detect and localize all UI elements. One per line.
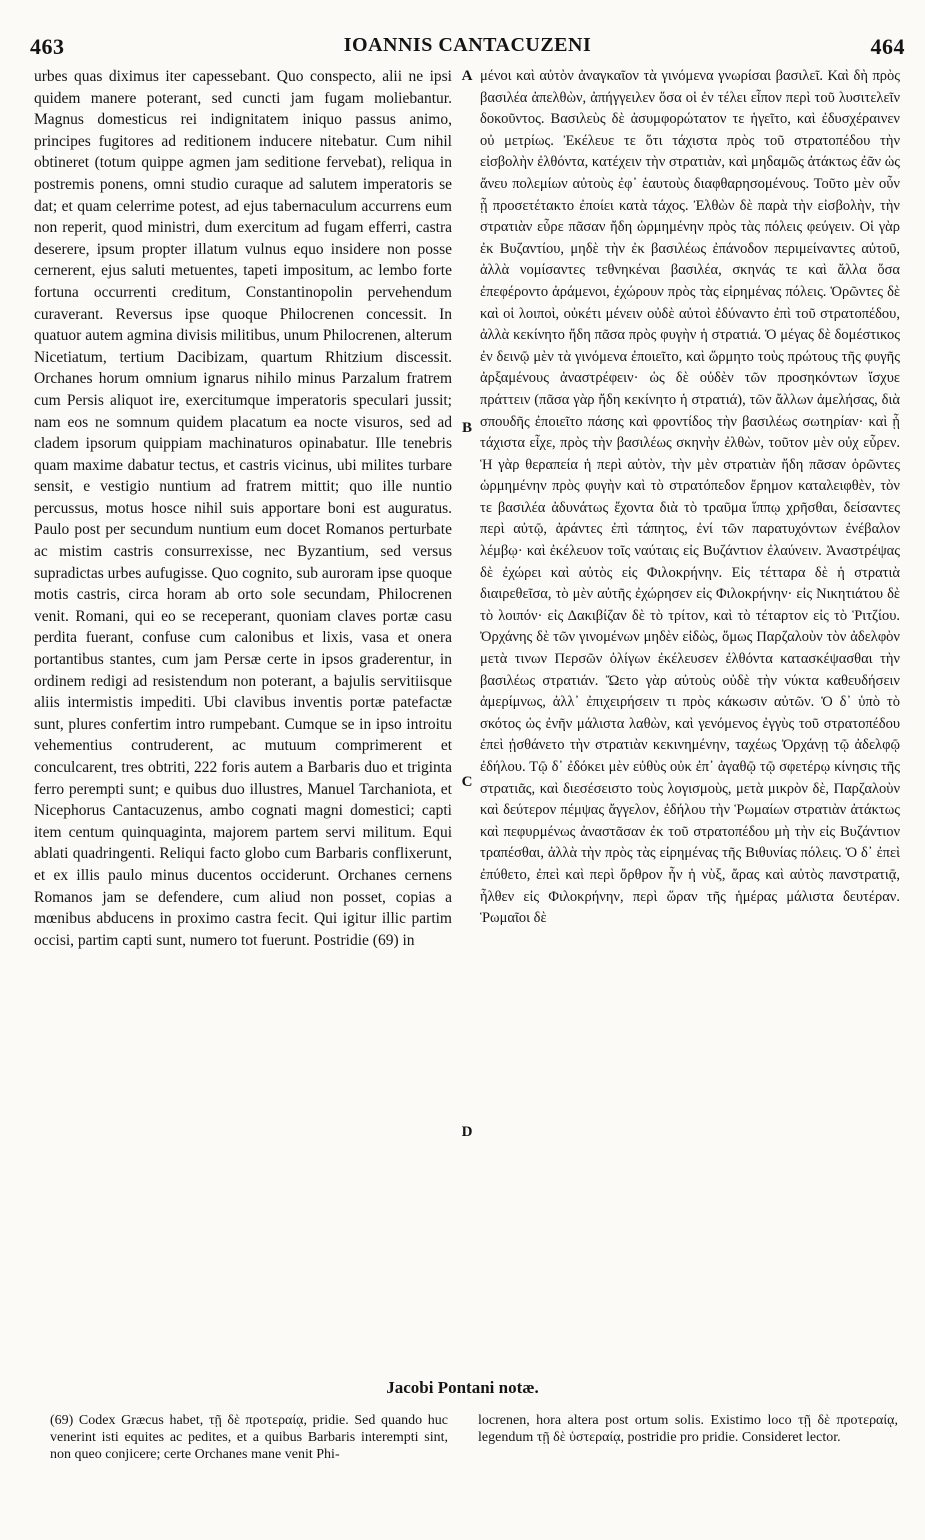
footnote-right: locrenen, hora altera post ortum solis. Existimo loco τῇ δὲ προτεραίᾳ, legendum τῇ δὲ ὑστεραίᾳ, postridie pro pridie. Consideret lector. [478, 1413, 898, 1446]
footnote-left: (69) Codex Græcus habet, τῇ δὲ προτεραίᾳ, pridie. Sed quando huc venerint isti equites ac pedites, et a quibus Barbaris interempti sint, non queo conjicere; certe Orchanes mane venit Phi- [50, 1413, 448, 1463]
running-head [30, 24, 905, 58]
greek-column: μένοι καὶ αὐτὸν ἀναγκαῖον τὰ γινόμενα γνωρίσαι βασιλεῖ. Καὶ δὴ πρὸς βασιλέα ἀπελθὼν, ἀπήγγειλεν ὅσα οἱ ἐν τέλει εἶπον περὶ τοῦ λυσιτελεῖν δοκοῦντος. Βασιλεὺς δὲ ἀσυμφορώτατον τε ἡγεῖτο, καὶ ἐδυσχέραινεν οὐ μετρίως. Ἐκέλευε τε ὅτι τάχιστα πρὸς τοῦ στρατοπέδου τὴν εἰσβολὴν ἐλθόντα, κατέχειν τὴν στρατιὰν, καὶ μηδαμῶς ἀτάκτως ἐᾶν ὡς ἄνευ πολεμίων αὐτοὺς ἐφ᾽ ἑαυτοὺς διαφθαρησομένους. Τοῦτο μὲν οὖν ᾗ προσετέτακτο ἐποίει κατὰ τάχος. Ἐλθὼν δὲ παρὰ τὴν εἰσβολὴν, τὴν στρατιὰν εὗρε πᾶσαν ἤδη ὡρμημένην πρὸς τὰς πόλεις φεύγειν. Οἱ γὰρ ἐκ Βυζαντίου, μηδὲ τὴν ἐκ βασιλέως ἐπάνοδον περιμείναντες αὐτοῦ, ἀλλὰ νομίσαντες τεθνηκέναι βασιλέα, σκηνάς τε καὶ ἄλλα ὅσα ἐπεφέροντο ἀράμενοι, ἐχώρουν πρὸς τὰς εἰρημένας πόλεις. Ὁρῶντες δὲ καὶ οἱ λοιποὶ, οὐκέτι μένειν οὐδὲ αὐτοὶ ἐδύναντο ἐπὶ τοῦ στρατοπέδου, ἀλλὰ κεκίνητο ἤδη πᾶσα πρὸς φυγὴν ἡ στρατιά. Ὁ μέγας δὲ δομέστικος ἐν δεινῷ μὲν τὰ γινόμενα ἐποιεῖτο, καὶ ὥρμητο τοὺς πρώτους τῆς φυγῆς ἀρξαμένους ἀναστρέφειν· ὡς δὲ οὐδὲν τῶν προσηκόντων ἴσχυε πράττειν (πᾶσα γὰρ ἤδη κεκίνητο ἡ στρατιά), τῶν ἄλλων ἀμελήσας, διὰ σπουδῆς ἐποιεῖτο πάσης καὶ φροντίδος τὴν βασιλέως σωτηρίαν· καὶ ᾗ τάχιστα εἶχε, πρὸς τὴν βασιλέως σκηνὴν ἐλθὼν, τοῦτον μὲν οὐχ εὗρεν. Ἡ γὰρ θεραπεία ἡ περὶ αὐτὸν, τὴν μὲν στρατιὰν ἤδη πᾶσαν ὁρῶντες ὡρμημένην πρὸς φυγὴν καὶ τὸ στρατόπεδον ἔρημον καταλειφθὲν, τὸν τε βασιλέα ἀδυνάτως ἔχοντα διὰ τὸ τραῦμα ἵππῳ χρῆσθαι, δείσαντες περὶ αὐτῷ, ἀράντες ἐπὶ τάπητος, ἐνί τῶν παρατυχόντων ἐνέβαλον λέμβῳ· καὶ ἐκέλευον τοῖς ναύταις εἰς Βυζάντιον ἐλαύνειν. Ἀναστρέψας δὲ ἐχώρει καὶ αὐτὸς εἰς Φιλοκρήνην. Εἰς τέτταρα δὲ ἡ στρατιὰ διαιρεθεῖσα, τὸ μὲν αὐτῆς ἐχώρησεν εἰς Φιλοκρήνην· εἰς Νικητιάτου δὲ τὸ λοιπόν· εἰς Δακιβίζαν δὲ τὸ τρίτον, καὶ τὸ τέταρτον εἰς τὸ Ῥιτζίου. Ὀρχάνης δὲ τῶν γινομένων μηδὲν εἰδὼς, ὅμως Παρζαλοὺν τὸν ἀδελφὸν μετὰ τινων Περσῶν ὀλίγων ἐκέλευσεν ἐλθόντα κατασκέψασθαι τὴν βασιλέως στρατιάν. Ὤετο γὰρ αὐτοὺς οὐδὲ τὴν νύκτα καθευδήσειν ἀμερίμνως, ἀλλ᾽ ἐπιχειρήσειν τι πρὸς κάκωσιν αὐτῶν. Ὁ δ᾽ ὑπὸ τὸ σκότος ὡς ἐνῆν μάλιστα λαθὼν, καὶ γενόμενος ἐγγὺς τοῦ στρατοπέδου ἐπεὶ ᾐσθάνετο τὴν στρατιὰν κεκινημένην, ταχέως Ὀρχάνῃ τῷ ἀδελφῷ ἐδήλου. Τῷ δ᾽ ἐδόκει μὲν εὐθὺς οὐκ ἐπ᾽ ἀγαθῷ τῷ σφετέρῳ κίνησις τῆς στρατιᾶς, καὶ διεσέσειστο τοὺς λογισμοὺς, μετὰ μικρὸν δὲ, Παρζαλοὺν καὶ δεύτερον πέμψας ἄγγελον, ἐδήλου τὴν Ῥωμαίων στρατιὰν ἀτάκτως καὶ πεφυρμένως ἀναστᾶσαν ἐκ τοῦ στρατοπέδου μὴ τὴν εἰς Βυζάντιον τραπέσθαι, ἀλλὰ τὴν πρὸς τὰς εἰρημένας τῆς Βιθυνίας πόλεις. Ὁ δ᾽ ἐπεὶ ἐπύθετο, ἐπεὶ καὶ περὶ ὄρθρον ἦν ἡ νὺξ, ἄρας καὶ αὐτὸς πανστρατιᾷ, ἧλθεν εἰς Φιλοκρήνην, περὶ ὥραν τῆς ἡμέρας μάλιστα δευτέραν. Ῥωμαῖοι δὲ [480, 68, 900, 927]
running-title: IOANNIS CANTACUZENI [343, 34, 592, 56]
margin-letter-d: D [461, 1124, 473, 1140]
latin-column: urbes quas diximus iter capessebant. Quo conspecto, alii ne ipsi quidem manere poterant, sed cuncti jam fugam moliebantur. Magnus domesticus rei indignitatem iniquo passus animo, principes fugitores ad reditionem inducere nitebatur. Cum nihil obtineret (totum quippe agmen jam seditione fervebat), reliqua in postremis ponens, omni studio curaque ad salutem imperatoris se dat; et quam celerrime potest, ad ejus tabernaculum accurrens eum non reperit, quod ministri, dum exercitum ad fugam efferri, castra deserere, ipsum propter illatum vulnus equo insidere non posse cernerent, ejus saluti metuentes, tapeti impositum, ac lembo forte fortuna occurrenti creditum, Constantinopolin pervehendum curaverant. Reversus ipse quoque Philocrenen concessit. In quatuor autem agmina divisis militibus, unum Philocrenen, alterum Nicetiatum, tertium Dacibizam, quartum Rhitzium discessit. Orchanes horum omnium ignarus nihilo minus Parzalum fratrem cum Persis aliquot ire, exercitumque imperatoris speculari jussit; nam eos ne somnum quidem placatum ea nocte visuros, sed ad cladem ipsorum quippiam machinaturos opinabatur. Ille tenebris quam maxime dabatur tectus, et castris vicinus, ubi milites turbare sensit, e vestigio nuntium ad fratrem mittit; quo ille nuntio percussus, motus hosce nihil suis apportare boni est auguratus. Paulo post per secundum nuntium eum docet Romanos perturbate ac mistim castris consurrexisse, nec Byzantium, sed versus supradictas urbes aufugisse. Quo cognito, sub auroram ipse quoque motis castris, circa horam ab orto sole secundam, Philocrenen venit. Romani, qui eo se receperant, quoniam claves portæ casu perdita fuerant, confuse cum calonibus et lixis, vasa et onera portantibus stantes, cum jam Persæ certe in ipsos graderentur, in ordinem redigi ad resistendum non poterant, a bajulis servitiisque aliis intermistis impediti. Ubi clavibus inventis portæ patefactæ sunt, plures confertim intro rumpebant. Cumque se in ipso introitu vehementius contruderent, ac mutuum comprimerent et conculcarent, tres obtriti, 222 foris autem a Barbaris duo et triginta ferro perempti sunt; e quibus duo illustres, Manuel Tarchaniota, et Nicephorus Cantacuzenus, ambo cognati magni domestici; capti item centum quinquaginta, majorem partem servi militum. Equi ablati quadringenti. Reliqui facto globo cum Barbaris conflixerunt, et ex illis paulo minus ducentos occiderunt. Orchanes cernens Romanos jam se defendere, cum aliud non posset, copias a mœnibus abducens in proximo castra fecit. Qui igitur illic partim occisi, partim capti sunt, numero tot fuerunt. Postridie (69) in [34, 68, 452, 949]
notes-heading: Jacobi Pontani notæ. [386, 1378, 539, 1397]
margin-letter-c: C [461, 774, 473, 790]
page-number-right: 464 [870, 34, 905, 59]
margin-letter-a: A [461, 68, 473, 84]
page-number-left: 463 [30, 34, 65, 59]
margin-letter-b: B [461, 420, 472, 436]
